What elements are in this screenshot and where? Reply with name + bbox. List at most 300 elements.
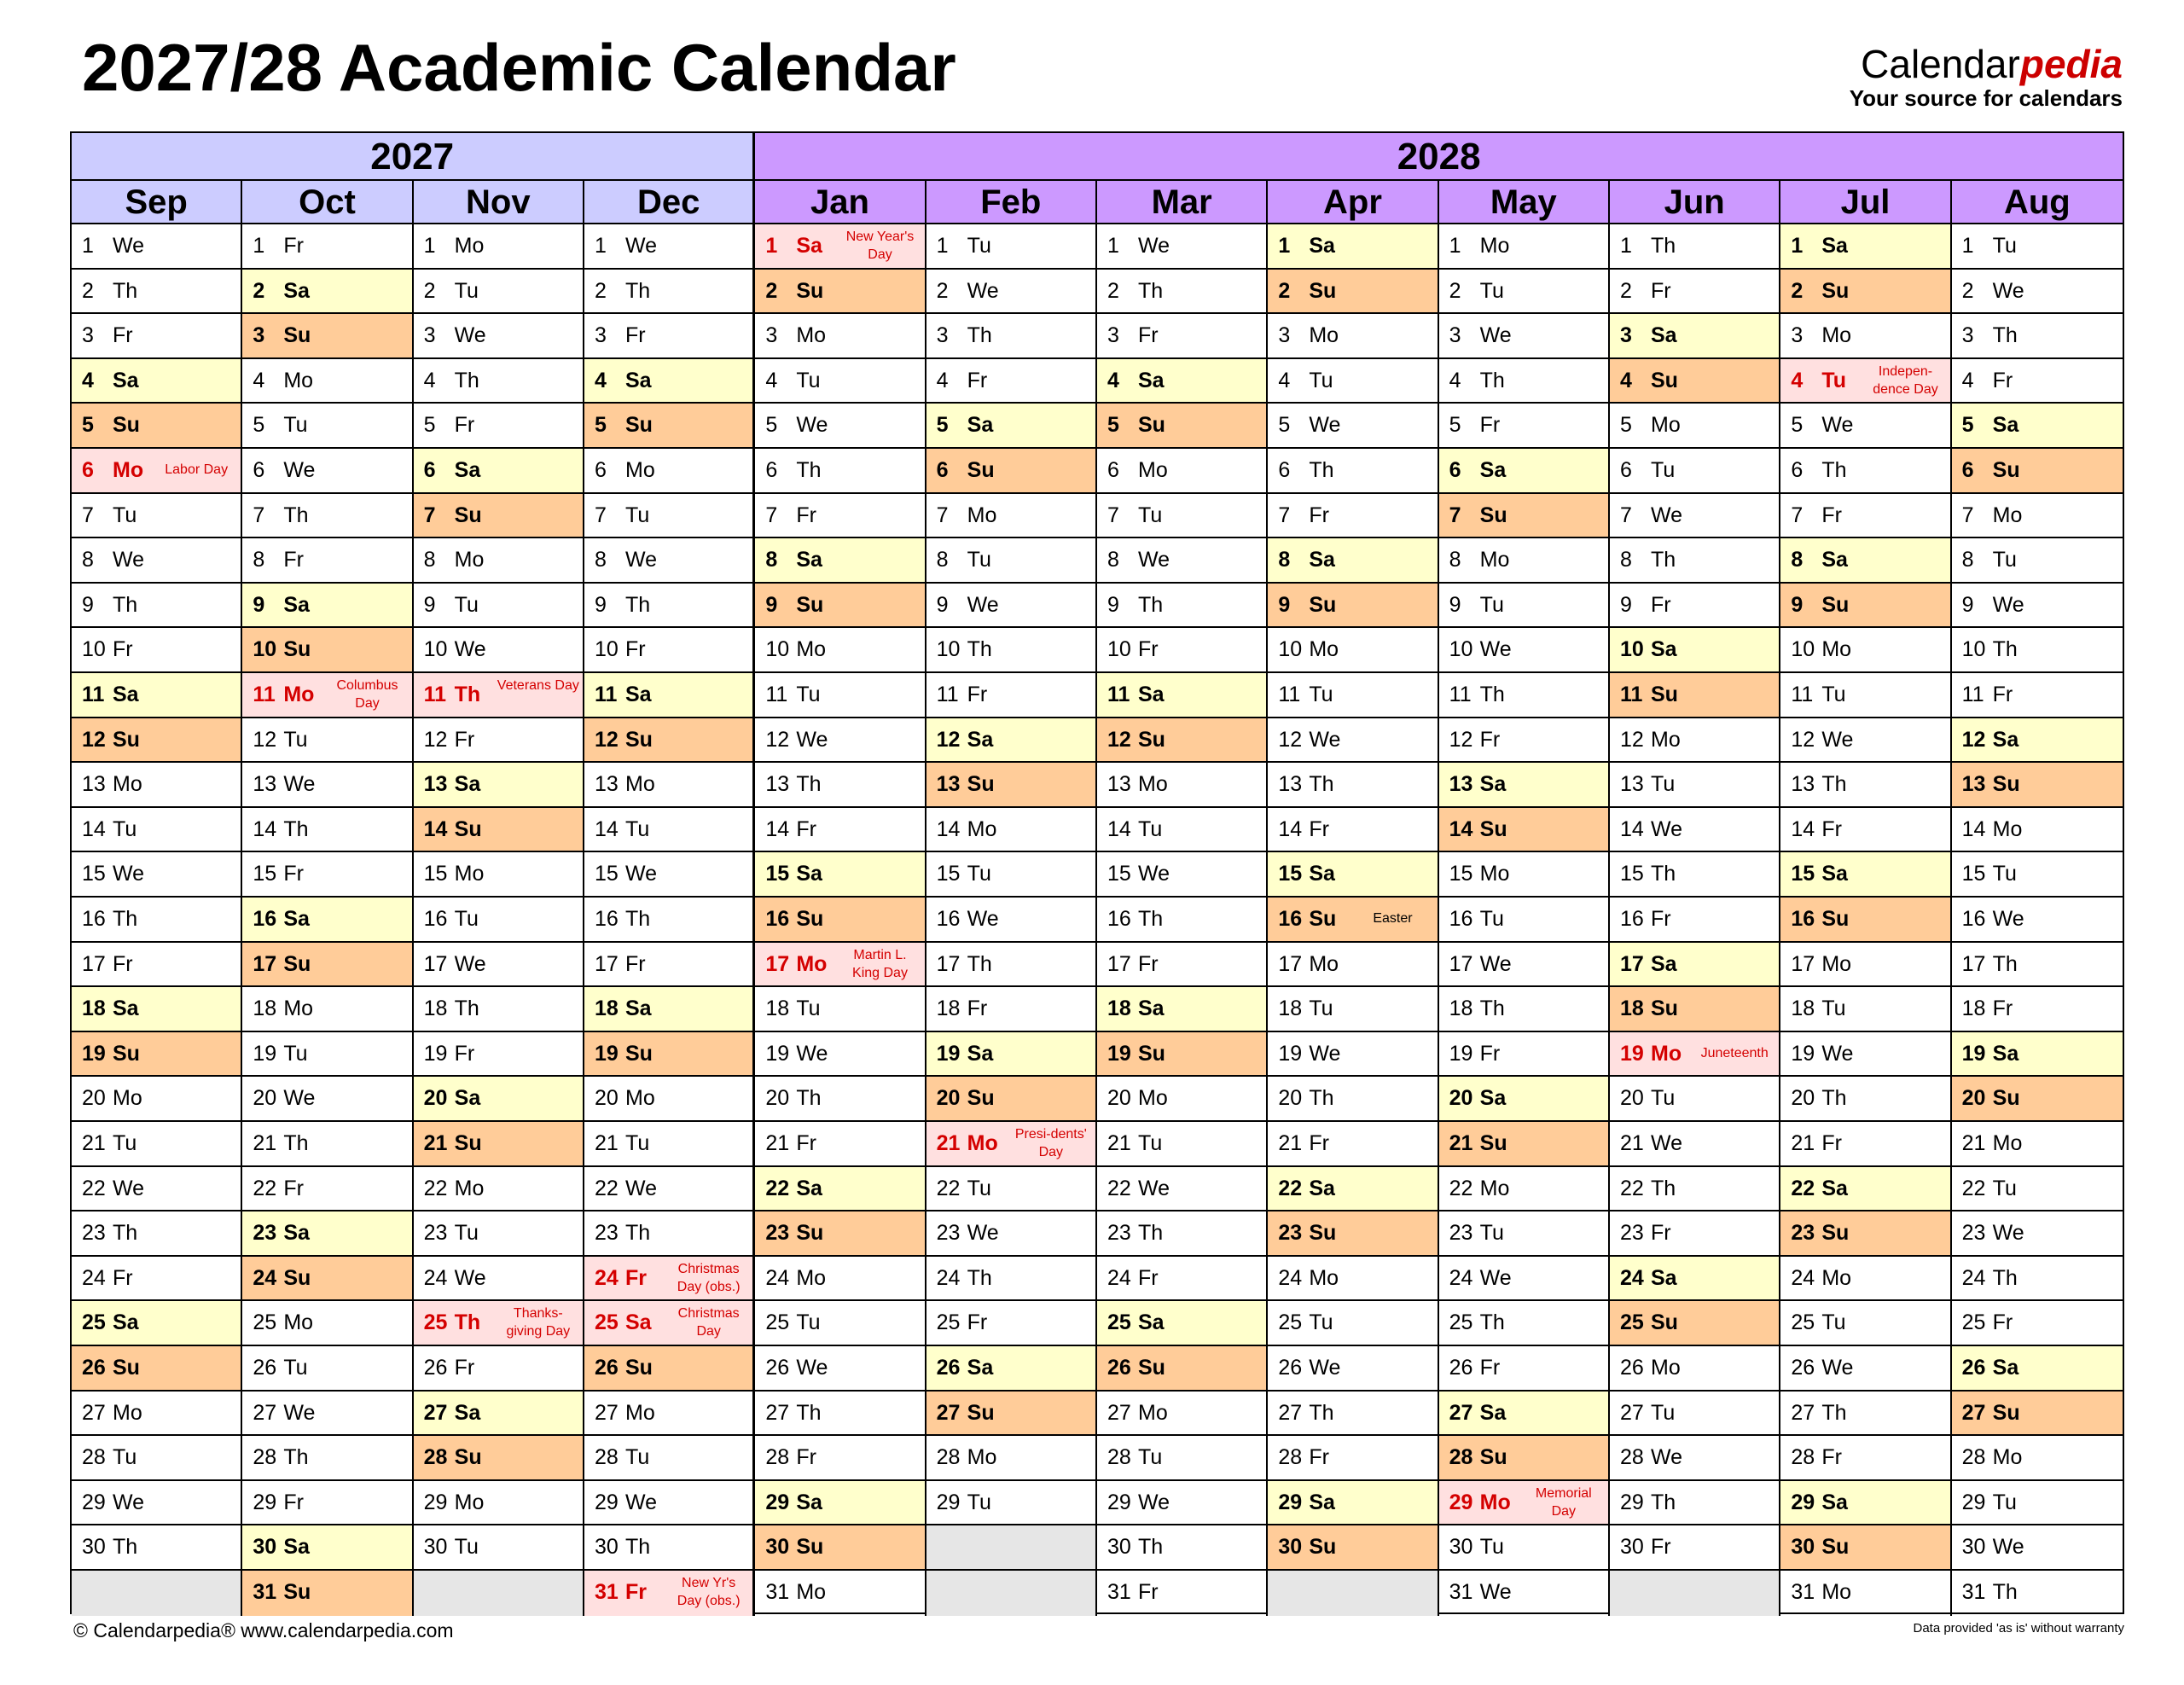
day-cell[interactable] [755, 449, 924, 494]
day-cell[interactable] [414, 314, 583, 359]
day-cell[interactable] [1952, 987, 2123, 1032]
day-cell[interactable] [584, 718, 752, 764]
day-cell[interactable] [72, 628, 241, 673]
day-cell[interactable] [242, 538, 411, 584]
day-cell[interactable] [72, 449, 241, 494]
day-cell[interactable] [414, 1392, 583, 1437]
day-cell[interactable] [926, 494, 1095, 539]
day-cell[interactable] [72, 404, 241, 449]
day-cell[interactable] [1780, 1525, 1949, 1571]
day-cell[interactable] [584, 1211, 752, 1257]
day-cell[interactable] [242, 1346, 411, 1392]
day-cell[interactable] [1952, 1392, 2123, 1437]
day-cell[interactable] [1610, 943, 1779, 988]
day-cell[interactable] [72, 943, 241, 988]
day-cell[interactable] [1097, 494, 1266, 539]
day-cell[interactable] [584, 494, 752, 539]
day-cell[interactable] [1439, 584, 1608, 629]
day-cell[interactable] [1610, 1436, 1779, 1481]
day-cell[interactable] [414, 404, 583, 449]
day-cell[interactable] [1268, 314, 1437, 359]
day-cell[interactable] [1268, 359, 1437, 404]
day-cell[interactable] [1268, 673, 1437, 718]
day-cell[interactable] [1780, 538, 1949, 584]
day-cell[interactable] [1268, 224, 1437, 270]
day-cell[interactable] [1439, 1032, 1608, 1078]
day-cell[interactable] [1780, 270, 1949, 315]
day-cell[interactable] [1268, 1032, 1437, 1078]
day-cell[interactable] [755, 808, 924, 853]
day-cell[interactable] [926, 1077, 1095, 1122]
day-cell[interactable] [242, 673, 411, 718]
day-cell[interactable] [414, 584, 583, 629]
day-cell[interactable] [242, 359, 411, 404]
day-cell[interactable] [1268, 449, 1437, 494]
day-cell[interactable] [755, 1167, 924, 1212]
day-cell[interactable] [584, 1436, 752, 1481]
day-cell[interactable] [755, 1032, 924, 1078]
day-cell[interactable] [1610, 404, 1779, 449]
day-cell[interactable] [414, 628, 583, 673]
day-cell[interactable] [1780, 1392, 1949, 1437]
day-cell[interactable] [755, 943, 924, 988]
day-cell[interactable] [755, 987, 924, 1032]
day-cell[interactable] [414, 1211, 583, 1257]
day-cell[interactable] [926, 1436, 1095, 1481]
day-cell[interactable] [1610, 1346, 1779, 1392]
day-cell[interactable] [1952, 224, 2123, 270]
day-cell[interactable] [755, 1257, 924, 1302]
day-cell[interactable] [1952, 1257, 2123, 1302]
day-cell[interactable] [1097, 1032, 1266, 1078]
day-cell[interactable] [1439, 808, 1608, 853]
day-cell[interactable] [1780, 673, 1949, 718]
day-cell[interactable] [1439, 538, 1608, 584]
day-cell[interactable] [1952, 1032, 2123, 1078]
day-cell[interactable] [1268, 1257, 1437, 1302]
day-cell[interactable] [584, 359, 752, 404]
day-cell[interactable] [1439, 1301, 1608, 1346]
day-cell[interactable] [1952, 898, 2123, 943]
day-cell[interactable] [1439, 898, 1608, 943]
day-cell[interactable] [584, 314, 752, 359]
day-cell[interactable] [1952, 808, 2123, 853]
day-cell[interactable] [1097, 224, 1266, 270]
day-cell[interactable] [1439, 718, 1608, 764]
day-cell[interactable] [1952, 1167, 2123, 1212]
day-cell[interactable] [72, 852, 241, 898]
day-cell[interactable] [242, 494, 411, 539]
day-cell[interactable] [1780, 718, 1949, 764]
day-cell[interactable] [1610, 808, 1779, 853]
day-cell[interactable] [1780, 224, 1949, 270]
day-cell[interactable] [1097, 1436, 1266, 1481]
day-cell[interactable] [755, 270, 924, 315]
day-cell[interactable] [1780, 449, 1949, 494]
day-cell[interactable] [242, 1032, 411, 1078]
day-cell[interactable] [1780, 1032, 1949, 1078]
day-cell[interactable] [1097, 1346, 1266, 1392]
day-cell[interactable] [755, 1211, 924, 1257]
day-cell[interactable] [1780, 898, 1949, 943]
day-cell[interactable] [1268, 852, 1437, 898]
day-cell[interactable] [755, 898, 924, 943]
day-cell[interactable] [1439, 1436, 1608, 1481]
day-cell[interactable] [242, 314, 411, 359]
day-cell[interactable] [242, 852, 411, 898]
day-cell[interactable] [72, 987, 241, 1032]
day-cell[interactable] [926, 987, 1095, 1032]
day-cell[interactable] [414, 1167, 583, 1212]
day-cell[interactable] [1610, 987, 1779, 1032]
day-cell[interactable] [242, 718, 411, 764]
day-cell[interactable] [242, 270, 411, 315]
day-cell[interactable] [1268, 1436, 1437, 1481]
day-cell[interactable] [1952, 852, 2123, 898]
day-cell[interactable] [584, 1392, 752, 1437]
day-cell[interactable] [755, 1436, 924, 1481]
day-cell[interactable] [1780, 1346, 1949, 1392]
day-cell[interactable] [1439, 1122, 1608, 1167]
day-cell[interactable] [1952, 449, 2123, 494]
day-cell[interactable] [1952, 314, 2123, 359]
day-cell[interactable] [72, 1481, 241, 1526]
day-cell[interactable] [1097, 763, 1266, 808]
day-cell[interactable] [1780, 1167, 1949, 1212]
day-cell[interactable] [1097, 359, 1266, 404]
day-cell[interactable] [755, 1392, 924, 1437]
day-cell[interactable] [584, 943, 752, 988]
day-cell[interactable] [414, 538, 583, 584]
day-cell[interactable] [1097, 404, 1266, 449]
day-cell[interactable] [584, 1257, 752, 1302]
day-cell[interactable] [72, 1122, 241, 1167]
day-cell[interactable] [1097, 1167, 1266, 1212]
day-cell[interactable] [1610, 1167, 1779, 1212]
day-cell[interactable] [1097, 538, 1266, 584]
day-cell[interactable] [72, 898, 241, 943]
day-cell[interactable] [1268, 898, 1437, 943]
day-cell[interactable] [755, 673, 924, 718]
day-cell[interactable] [1097, 718, 1266, 764]
day-cell[interactable] [242, 763, 411, 808]
day-cell[interactable] [414, 1257, 583, 1302]
day-cell[interactable] [1780, 1571, 1949, 1616]
day-cell[interactable] [242, 628, 411, 673]
day-cell[interactable] [1439, 673, 1608, 718]
day-cell[interactable] [1952, 718, 2123, 764]
day-cell[interactable] [242, 449, 411, 494]
day-cell[interactable] [1097, 1392, 1266, 1437]
day-cell[interactable] [1268, 494, 1437, 539]
day-cell[interactable] [584, 763, 752, 808]
day-cell[interactable] [1780, 943, 1949, 988]
day-cell[interactable] [1610, 449, 1779, 494]
day-cell[interactable] [1952, 673, 2123, 718]
day-cell[interactable] [1952, 943, 2123, 988]
day-cell[interactable] [926, 314, 1095, 359]
day-cell[interactable] [72, 538, 241, 584]
day-cell[interactable] [414, 1346, 583, 1392]
day-cell[interactable] [414, 270, 583, 315]
brand-logo[interactable] [1850, 44, 2123, 109]
day-cell[interactable] [414, 449, 583, 494]
day-cell[interactable] [72, 763, 241, 808]
day-cell[interactable] [1097, 314, 1266, 359]
day-cell[interactable] [1268, 763, 1437, 808]
day-cell[interactable] [1268, 808, 1437, 853]
day-cell[interactable] [1097, 1301, 1266, 1346]
day-cell[interactable] [1952, 584, 2123, 629]
day-cell[interactable] [755, 538, 924, 584]
day-cell[interactable] [242, 1257, 411, 1302]
day-cell[interactable] [242, 1211, 411, 1257]
day-cell[interactable] [1780, 584, 1949, 629]
day-cell[interactable] [1780, 1436, 1949, 1481]
day-cell[interactable] [1439, 987, 1608, 1032]
day-cell[interactable] [1097, 1525, 1266, 1571]
day-cell[interactable] [1952, 1077, 2123, 1122]
day-cell[interactable] [926, 1481, 1095, 1526]
day-cell[interactable] [584, 270, 752, 315]
day-cell[interactable] [584, 987, 752, 1032]
day-cell[interactable] [1439, 270, 1608, 315]
day-cell[interactable] [1952, 404, 2123, 449]
day-cell[interactable] [242, 1571, 411, 1616]
day-cell[interactable] [584, 1571, 752, 1616]
day-cell[interactable] [1610, 1122, 1779, 1167]
day-cell[interactable] [584, 852, 752, 898]
day-cell[interactable] [926, 763, 1095, 808]
day-cell[interactable] [755, 314, 924, 359]
day-cell[interactable] [1952, 1525, 2123, 1571]
day-cell[interactable] [926, 404, 1095, 449]
day-cell[interactable] [1268, 1077, 1437, 1122]
day-cell[interactable] [584, 224, 752, 270]
day-cell[interactable] [755, 224, 924, 270]
day-cell[interactable] [584, 628, 752, 673]
day-cell[interactable] [755, 494, 924, 539]
day-cell[interactable] [926, 1301, 1095, 1346]
day-cell[interactable] [1268, 270, 1437, 315]
day-cell[interactable] [584, 1167, 752, 1212]
day-cell[interactable] [1952, 1481, 2123, 1526]
day-cell[interactable] [1439, 1257, 1608, 1302]
day-cell[interactable] [926, 270, 1095, 315]
day-cell[interactable] [584, 1077, 752, 1122]
day-cell[interactable] [1097, 1122, 1266, 1167]
day-cell[interactable] [1097, 943, 1266, 988]
day-cell[interactable] [1268, 1301, 1437, 1346]
day-cell[interactable] [755, 1301, 924, 1346]
day-cell[interactable] [1097, 852, 1266, 898]
day-cell[interactable] [1439, 1167, 1608, 1212]
day-cell[interactable] [72, 584, 241, 629]
day-cell[interactable] [242, 584, 411, 629]
day-cell[interactable] [1439, 314, 1608, 359]
day-cell[interactable] [242, 1122, 411, 1167]
day-cell[interactable] [755, 1571, 924, 1616]
day-cell[interactable] [1268, 1211, 1437, 1257]
day-cell[interactable] [1952, 359, 2123, 404]
day-cell[interactable] [1439, 1211, 1608, 1257]
day-cell[interactable] [242, 898, 411, 943]
day-cell[interactable] [242, 943, 411, 988]
day-cell[interactable] [1610, 1392, 1779, 1437]
day-cell[interactable] [1780, 1077, 1949, 1122]
day-cell[interactable] [1097, 673, 1266, 718]
day-cell[interactable] [414, 898, 583, 943]
day-cell[interactable] [414, 987, 583, 1032]
day-cell[interactable] [584, 404, 752, 449]
day-cell[interactable] [1780, 359, 1949, 404]
day-cell[interactable] [1097, 628, 1266, 673]
day-cell[interactable] [72, 359, 241, 404]
day-cell[interactable] [926, 584, 1095, 629]
day-cell[interactable] [1952, 1301, 2123, 1346]
day-cell[interactable] [926, 1211, 1095, 1257]
day-cell[interactable] [1097, 808, 1266, 853]
day-cell[interactable] [926, 1032, 1095, 1078]
day-cell[interactable] [584, 898, 752, 943]
day-cell[interactable] [1952, 763, 2123, 808]
day-cell[interactable] [926, 538, 1095, 584]
day-cell[interactable] [1780, 1257, 1949, 1302]
day-cell[interactable] [72, 808, 241, 853]
day-cell[interactable] [1439, 224, 1608, 270]
day-cell[interactable] [926, 1122, 1095, 1167]
day-cell[interactable] [926, 628, 1095, 673]
day-cell[interactable] [1439, 763, 1608, 808]
day-cell[interactable] [584, 673, 752, 718]
day-cell[interactable] [414, 1077, 583, 1122]
day-cell[interactable] [1952, 494, 2123, 539]
day-cell[interactable] [72, 1257, 241, 1302]
day-cell[interactable] [1610, 628, 1779, 673]
day-cell[interactable] [1952, 1122, 2123, 1167]
day-cell[interactable] [1439, 1571, 1608, 1616]
day-cell[interactable] [1097, 1257, 1266, 1302]
day-cell[interactable] [242, 1481, 411, 1526]
day-cell[interactable] [414, 359, 583, 404]
day-cell[interactable] [1268, 628, 1437, 673]
day-cell[interactable] [755, 628, 924, 673]
day-cell[interactable] [1268, 1167, 1437, 1212]
day-cell[interactable] [1097, 1481, 1266, 1526]
day-cell[interactable] [926, 1257, 1095, 1302]
day-cell[interactable] [1610, 1077, 1779, 1122]
day-cell[interactable] [1780, 1211, 1949, 1257]
day-cell[interactable] [584, 1346, 752, 1392]
day-cell[interactable] [72, 314, 241, 359]
day-cell[interactable] [755, 763, 924, 808]
day-cell[interactable] [1439, 1077, 1608, 1122]
day-cell[interactable] [414, 1481, 583, 1526]
day-cell[interactable] [1268, 943, 1437, 988]
day-cell[interactable] [72, 1392, 241, 1437]
day-cell[interactable] [1097, 270, 1266, 315]
day-cell[interactable] [72, 224, 241, 270]
day-cell[interactable] [755, 404, 924, 449]
day-cell[interactable] [584, 538, 752, 584]
day-cell[interactable] [414, 1436, 583, 1481]
day-cell[interactable] [414, 808, 583, 853]
day-cell[interactable] [584, 1481, 752, 1526]
day-cell[interactable] [926, 943, 1095, 988]
day-cell[interactable] [1097, 1571, 1266, 1616]
day-cell[interactable] [1097, 1077, 1266, 1122]
day-cell[interactable] [72, 1032, 241, 1078]
day-cell[interactable] [242, 1077, 411, 1122]
day-cell[interactable] [72, 718, 241, 764]
day-cell[interactable] [1780, 494, 1949, 539]
day-cell[interactable] [755, 584, 924, 629]
day-cell[interactable] [1780, 987, 1949, 1032]
day-cell[interactable] [1952, 1346, 2123, 1392]
day-cell[interactable] [72, 1436, 241, 1481]
day-cell[interactable] [1610, 584, 1779, 629]
day-cell[interactable] [1610, 1032, 1779, 1078]
day-cell[interactable] [242, 808, 411, 853]
day-cell[interactable] [1439, 1346, 1608, 1392]
day-cell[interactable] [414, 1301, 583, 1346]
day-cell[interactable] [1780, 1481, 1949, 1526]
day-cell[interactable] [584, 1032, 752, 1078]
day-cell[interactable] [1610, 494, 1779, 539]
day-cell[interactable] [926, 359, 1095, 404]
day-cell[interactable] [1439, 359, 1608, 404]
day-cell[interactable] [1439, 1392, 1608, 1437]
day-cell[interactable] [1439, 1481, 1608, 1526]
day-cell[interactable] [1610, 224, 1779, 270]
day-cell[interactable] [1439, 404, 1608, 449]
day-cell[interactable] [1610, 1481, 1779, 1526]
day-cell[interactable] [584, 1122, 752, 1167]
day-cell[interactable] [414, 1122, 583, 1167]
day-cell[interactable] [1610, 1257, 1779, 1302]
day-cell[interactable] [1780, 314, 1949, 359]
day-cell[interactable] [72, 673, 241, 718]
day-cell[interactable] [242, 224, 411, 270]
day-cell[interactable] [1780, 852, 1949, 898]
day-cell[interactable] [1268, 718, 1437, 764]
day-cell[interactable] [1268, 1122, 1437, 1167]
day-cell[interactable] [1610, 538, 1779, 584]
day-cell[interactable] [242, 404, 411, 449]
day-cell[interactable] [1952, 1436, 2123, 1481]
day-cell[interactable] [1610, 270, 1779, 315]
day-cell[interactable] [414, 1032, 583, 1078]
day-cell[interactable] [755, 1346, 924, 1392]
day-cell[interactable] [1610, 898, 1779, 943]
day-cell[interactable] [755, 1122, 924, 1167]
day-cell[interactable] [414, 852, 583, 898]
day-cell[interactable] [1439, 628, 1608, 673]
day-cell[interactable] [755, 359, 924, 404]
day-cell[interactable] [414, 1525, 583, 1571]
day-cell[interactable] [242, 987, 411, 1032]
day-cell[interactable] [1780, 404, 1949, 449]
day-cell[interactable] [414, 224, 583, 270]
day-cell[interactable] [926, 852, 1095, 898]
day-cell[interactable] [1780, 628, 1949, 673]
day-cell[interactable] [1610, 314, 1779, 359]
day-cell[interactable] [1439, 494, 1608, 539]
day-cell[interactable] [1439, 1525, 1608, 1571]
day-cell[interactable] [755, 1481, 924, 1526]
day-cell[interactable] [926, 449, 1095, 494]
day-cell[interactable] [414, 673, 583, 718]
